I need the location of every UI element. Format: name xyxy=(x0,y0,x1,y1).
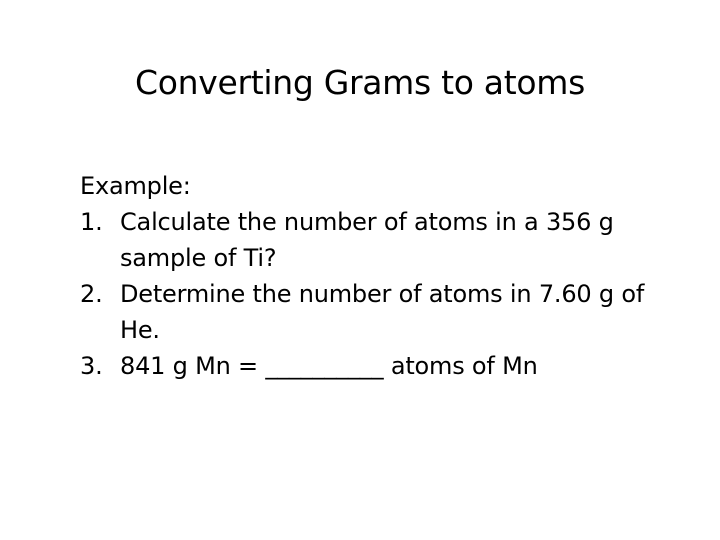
list-item xyxy=(80,204,680,276)
list-item-number: 3. xyxy=(80,352,103,380)
list-item xyxy=(80,276,680,348)
list-item-number: 2. xyxy=(80,280,103,308)
slide-title: Converting Grams to atoms xyxy=(134,63,585,102)
example-label: Example: xyxy=(80,172,191,200)
slide-body xyxy=(80,168,680,384)
example-list xyxy=(80,204,680,384)
list-item-text: Calculate the number of atoms in a 356 g sample of Ti? xyxy=(120,208,614,272)
list-item-text: Determine the number of atoms in 7.60 g of He. xyxy=(120,280,645,344)
list-item-text: 841 g Mn = __________ atoms of Mn xyxy=(120,352,538,380)
list-item-number: 1. xyxy=(80,208,103,236)
list-item xyxy=(80,348,680,384)
